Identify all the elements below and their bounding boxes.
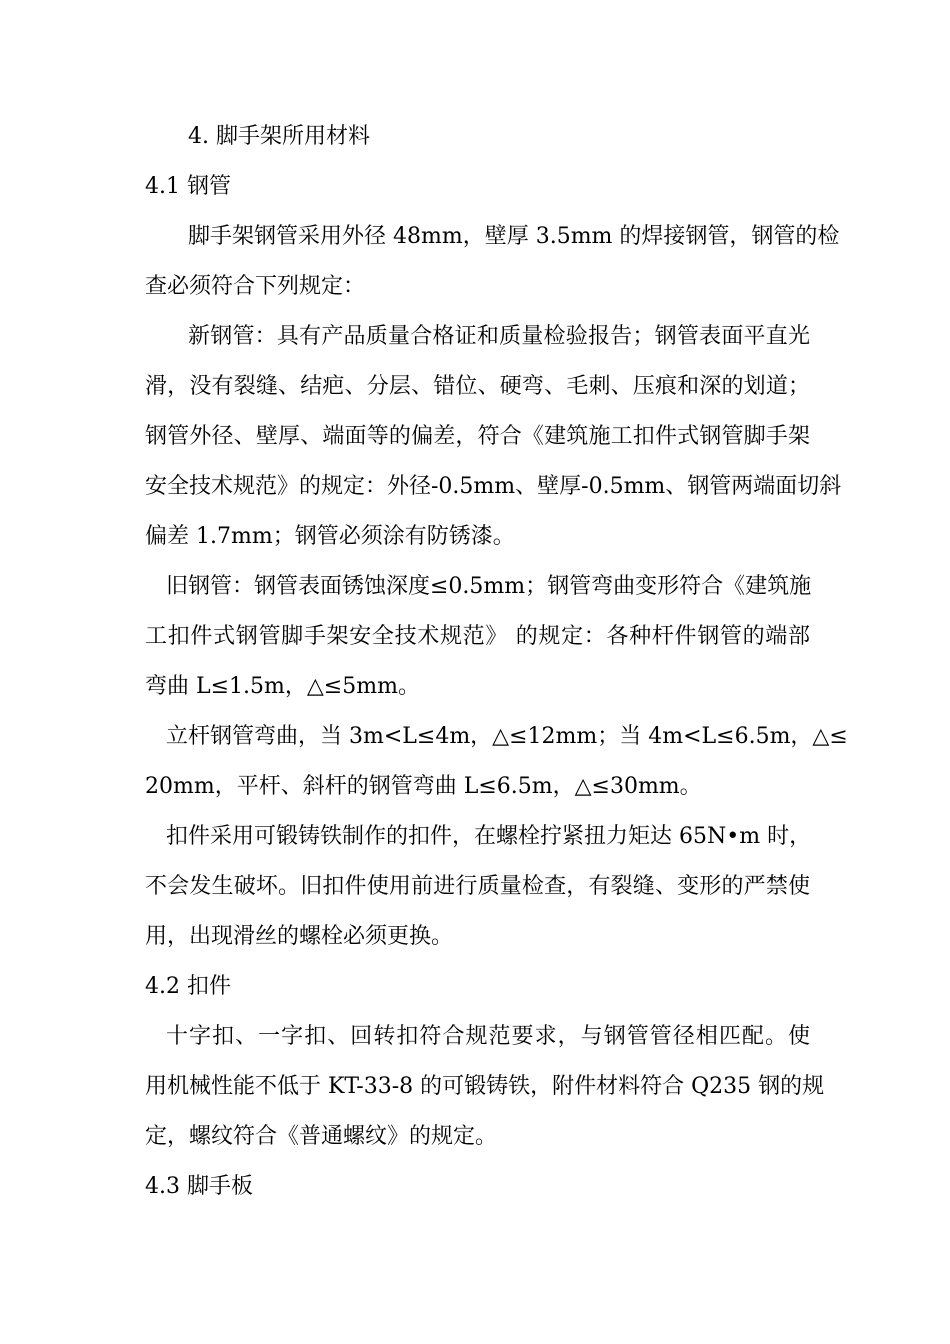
paragraph-line: 不会发生破坏。旧扣件使用前进行质量检查，有裂缝、变形的严禁使 (145, 874, 810, 899)
paragraph-line: 安全技术规范》的规定：外径-0.5mm、壁厚-0.5mm、钢管两端面切斜 (145, 474, 842, 499)
paragraph-line: 扣件采用可锻铸铁制作的扣件，在螺栓拧紧扭力矩达 65N•m 时， (166, 824, 812, 849)
paragraph-line: 钢管外径、壁厚、端面等的偏差，符合《建筑施工扣件式钢管脚手架 (145, 424, 810, 449)
paragraph-line: 偏差 1.7mm；钢管必须涂有防锈漆。 (145, 524, 515, 549)
heading-4-1: 4.1 钢管 (145, 174, 231, 199)
paragraph-line: 弯曲 L≤1.5m，△≤5mm。 (145, 674, 420, 699)
paragraph-line: 旧钢管：钢管表面锈蚀深度≤0.5mm；钢管弯曲变形符合《建筑施 (166, 574, 812, 599)
paragraph-line: 十字扣、一字扣、回转扣符合规范要求，与钢管管径相匹配。使 (166, 1024, 810, 1049)
paragraph-line: 立杆钢管弯曲，当 3m<L≤4m，△≤12mm；当 4m<L≤6.5m，△≤ (166, 724, 848, 749)
paragraph-line: 用机械性能不低于 KT-33-8 的可锻铸铁，附件材料符合 Q235 钢的规 (145, 1074, 825, 1099)
heading-4-3: 4.3 脚手板 (145, 1174, 253, 1199)
heading-4-2: 4.2 扣件 (145, 974, 231, 999)
paragraph-line: 滑，没有裂缝、结疤、分层、错位、硬弯、毛刺、压痕和深的划道； (145, 374, 810, 399)
paragraph-line: 工扣件式钢管脚手架安全技术规范》 的规定：各种杆件钢管的端部 (145, 624, 810, 649)
paragraph-line: 定，螺纹符合《普通螺纹》的规定。 (145, 1124, 498, 1149)
paragraph-line: 查必须符合下列规定： (145, 274, 366, 299)
paragraph-line: 新钢管：具有产品质量合格证和质量检验报告；钢管表面平直光 (188, 324, 810, 349)
paragraph-line: 用，出现滑丝的螺栓必须更换。 (145, 924, 454, 949)
paragraph-line: 20mm，平杆、斜杆的钢管弯曲 L≤6.5m，△≤30mm。 (145, 774, 702, 799)
section-title: 4. 脚手架所用材料 (188, 124, 370, 149)
paragraph-line: 脚手架钢管采用外径 48mm，壁厚 3.5mm 的焊接钢管，钢管的检 (188, 224, 840, 249)
